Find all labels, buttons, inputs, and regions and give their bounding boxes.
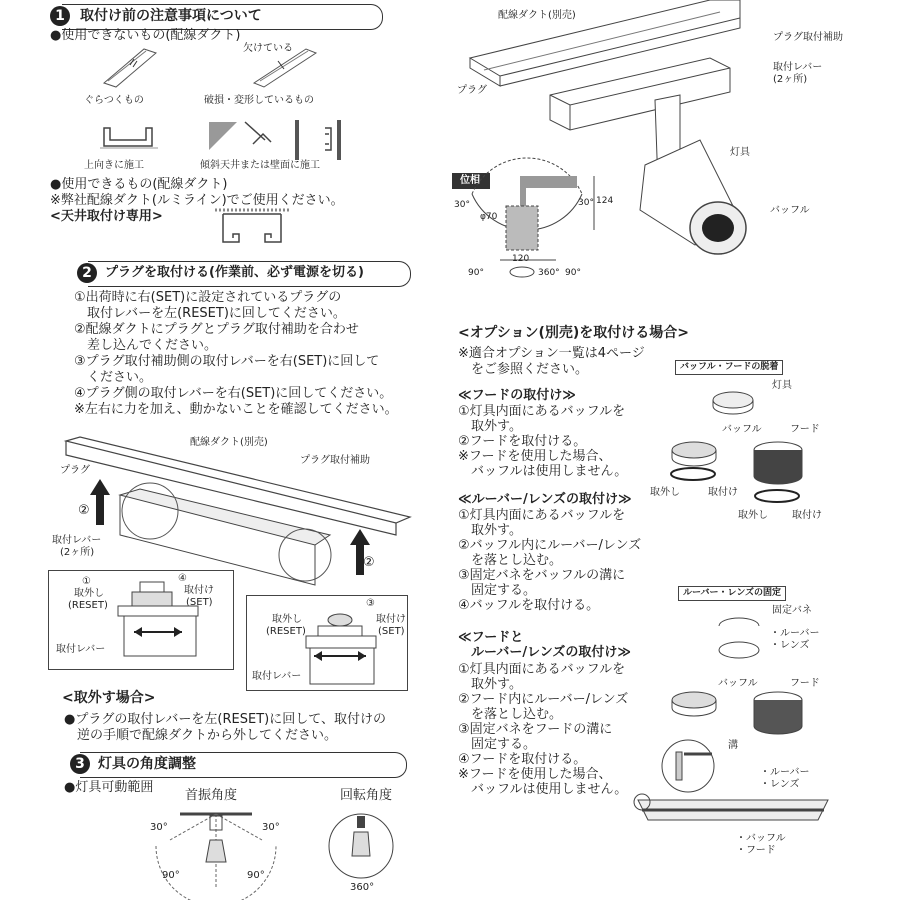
section1-title: 取付け前の注意事項について	[80, 8, 262, 24]
panel1-lamp: 灯具	[772, 380, 792, 391]
louver-step: ②バッフル内にルーバー/レンズ	[458, 538, 642, 553]
combo-title-1: ≪フードと	[458, 630, 524, 645]
panel1-attach1: 取付け	[708, 487, 738, 498]
panel2-hood: フード	[790, 678, 820, 689]
phase-30-left: 30°	[454, 200, 470, 210]
section3-number: 3	[70, 754, 90, 774]
phase-120: 120	[512, 254, 530, 264]
hood-step: ①灯具内面にあるバッフルを	[458, 404, 626, 419]
phase-90-right: 90°	[565, 268, 581, 278]
broken-duct-illustration	[250, 45, 320, 90]
panel1-baffle: バッフル	[722, 424, 762, 435]
remove-title: <取外す場合>	[62, 690, 156, 706]
right-step3: ③	[366, 598, 375, 609]
step-line: ③プラグ取付補助側の取付レバーを右(SET)に回して	[74, 354, 380, 369]
ceiling-duct-illustration	[215, 208, 290, 248]
step-line: ください。	[74, 370, 153, 385]
panel2-spring: 固定バネ	[772, 605, 812, 616]
top-plug-label: プラグ	[457, 85, 487, 96]
panel2-baffle: バッフル	[718, 678, 758, 689]
louver-step: ①灯具内面にあるバッフルを	[458, 508, 626, 523]
cannot-use-label: ●使用できないもの(配線ダクト)	[50, 28, 241, 43]
fig-lever-label: 取付レバー	[52, 535, 102, 546]
slanted-ceiling-illustration	[205, 120, 345, 160]
louver-step: ③固定バネをバッフルの溝に	[458, 568, 626, 583]
section1-number: 1	[50, 6, 70, 26]
upward-label: 上向きに施工	[84, 160, 144, 171]
ceiling-only-label: <天井取付け専用>	[50, 209, 163, 224]
rotation-angle-diagram	[326, 806, 396, 886]
louver-step: ④バッフルを取付ける。	[458, 598, 600, 613]
right-reset: (RESET)	[266, 626, 306, 637]
chipped-label: 欠けている	[243, 43, 293, 54]
combo-title-2: ルーバー/レンズの取付け≫	[458, 645, 631, 660]
panel2-baffle2: ・バッフル	[736, 833, 786, 844]
panel1-hood: フード	[790, 424, 820, 435]
panel1-remove2: 取外し	[738, 510, 768, 521]
rotation-360: 360°	[350, 882, 375, 893]
panel1-attach2: 取付け	[792, 510, 822, 521]
range-label: ●灯具可動範囲	[64, 780, 154, 795]
right-remove: 取外し	[272, 614, 302, 625]
right-set: (SET)	[378, 626, 405, 637]
panel2-hood2: ・フード	[736, 845, 776, 856]
step-line: ①出荷時に右(SET)に設定されているプラグの	[74, 290, 342, 305]
panel1-rotate-arrows	[665, 462, 825, 512]
louver-step: を落とし込む。	[458, 553, 563, 568]
swing-30-right: 30°	[262, 822, 280, 833]
phase-phi70: φ70	[480, 212, 498, 222]
can-use-label: ●使用できるもの(配線ダクト)	[50, 177, 228, 192]
top-lever-label: 取付レバー	[773, 62, 823, 73]
wobbly-duct-illustration	[100, 45, 160, 90]
option-note2: をご参照ください。	[458, 362, 589, 377]
swing-30-left: 30°	[150, 822, 168, 833]
fig-assist-label: プラグ取付補助	[300, 455, 370, 466]
step-line: ※左右に力を加え、動かないことを確認してください。	[74, 402, 398, 417]
phase-tag: 位相	[460, 175, 480, 186]
top-assist-label: プラグ取付補助	[773, 32, 843, 43]
louver-step: 固定する。	[458, 583, 537, 598]
combo-step: ②フード内にルーバー/レンズ	[458, 692, 629, 707]
left-lever-label: 取付レバー	[56, 644, 106, 655]
step-line: 取付レバーを左(RESET)に回してください。	[74, 306, 346, 321]
step-line: ②配線ダクトにプラグとプラグ取付補助を合わせ	[74, 322, 359, 337]
fig-duct-label: 配線ダクト(別売)	[190, 437, 268, 448]
step-line: 差し込んでください。	[74, 338, 218, 353]
broken-label: 破損・変形しているもの	[204, 95, 314, 106]
panel2-baffle-hood	[668, 690, 808, 740]
upward-duct-illustration	[100, 122, 160, 152]
section3-title: 灯具の角度調整	[98, 756, 196, 772]
panel2-louver: ・ルーバー	[770, 628, 820, 639]
left-set: (SET)	[186, 597, 213, 608]
hood-step: バッフルは使用しません。	[458, 464, 628, 479]
left-reset: (RESET)	[68, 600, 108, 611]
panel2-lens: ・レンズ	[770, 640, 810, 651]
option-title: <オプション(別売)を取付ける場合>	[458, 325, 689, 341]
panel1-lamp-ring	[710, 390, 756, 414]
fig-step2-right: ②	[363, 555, 375, 570]
louver-step: 取外す。	[458, 523, 522, 538]
step-line: ④プラグ側の取付レバーを右(SET)に回してください。	[74, 386, 393, 401]
phase-360: 360°	[538, 268, 560, 278]
fig-plug-label: プラグ	[60, 465, 90, 476]
hood-step: 取外す。	[458, 419, 522, 434]
right-attach: 取付け	[376, 614, 406, 625]
wobbly-label: ぐらつくもの	[84, 95, 144, 106]
top-baffle-label: バッフル	[770, 205, 810, 216]
right-lever-label: 取付レバー	[252, 671, 302, 682]
panel2-louver2: ・ルーバー	[760, 767, 810, 778]
lumiline-note: ※弊社配線ダクト(ルミライン)でご使用ください。	[50, 193, 344, 208]
combo-step: ①灯具内面にあるバッフルを	[458, 662, 626, 677]
option-note1: ※適合オプション一覧は4ページ	[458, 346, 645, 361]
combo-step: ④フードを取付ける。	[458, 752, 587, 767]
rotate-label: 回転角度	[340, 788, 393, 803]
hood-step: ②フードを取付ける。	[458, 434, 587, 449]
combo-step: 固定する。	[458, 737, 537, 752]
phase-30-right: 30°	[578, 198, 594, 208]
louver-title: ≪ルーバー/レンズの取付け≫	[458, 492, 632, 507]
panel2-spring-lens	[715, 612, 765, 662]
section2-number: 2	[77, 263, 97, 283]
fig-lever-count: (2ヶ所)	[60, 547, 95, 558]
phase-124: 124	[596, 196, 614, 206]
slanted-label: 傾斜天井または壁面に施工	[200, 160, 320, 171]
hood-step: ※フードを使用した場合、	[458, 449, 612, 464]
panel1-remove1: 取外し	[650, 487, 680, 498]
swing-label: 首振角度	[185, 788, 238, 803]
top-duct-label: 配線ダクト(別売)	[498, 10, 576, 21]
fig-step2-left: ②	[78, 503, 90, 518]
left-step1: ①	[82, 576, 91, 587]
left-step4: ④	[178, 573, 187, 584]
remove-line: 逆の手順で配線ダクトから外してください。	[64, 728, 338, 743]
swing-90-left: 90°	[162, 870, 180, 881]
section2-title: プラグを取付ける(作業前、必ず電源を切る)	[105, 265, 364, 280]
top-lamp-label: 灯具	[730, 147, 750, 158]
plug-detail-left-drawing	[112, 580, 212, 660]
top-lever-count: (2ヶ所)	[773, 74, 808, 85]
left-remove: 取外し	[74, 588, 104, 599]
panel1-title: バッフル・フードの脱着	[675, 360, 783, 375]
left-attach: 取付け	[184, 585, 214, 596]
swing-90-right: 90°	[247, 870, 265, 881]
phase-90-left: 90°	[468, 268, 484, 278]
combo-step: バッフルは使用しません。	[458, 782, 628, 797]
groove-detail	[628, 738, 843, 834]
combo-step: ③固定バネをフードの溝に	[458, 722, 613, 737]
plug-detail-right-drawing	[300, 612, 380, 688]
panel2-title: ルーバー・レンズの固定	[678, 586, 786, 601]
hood-title: ≪フードの取付け≫	[458, 388, 576, 403]
panel2-groove: 溝	[728, 740, 738, 751]
panel2-lens2: ・レンズ	[760, 779, 800, 790]
combo-step: を落とし込む。	[458, 707, 563, 722]
combo-step: ※フードを使用した場合、	[458, 767, 612, 782]
remove-line: ●プラグの取付レバーを左(RESET)に回して、取付けの	[64, 712, 386, 727]
combo-step: 取外す。	[458, 677, 522, 692]
